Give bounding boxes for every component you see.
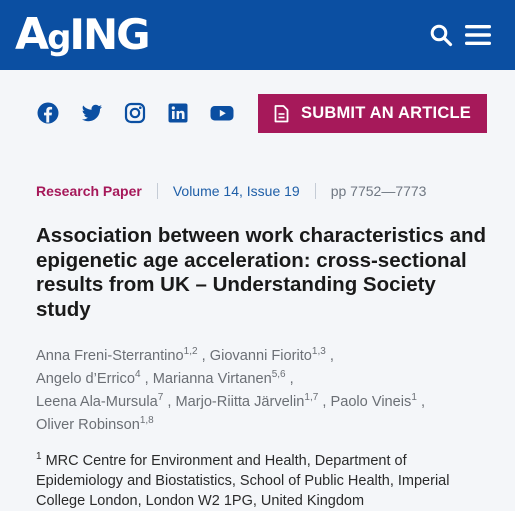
author-list: Anna Freni-Sterrantino$^{1,2}$ , Giovanni Fiorito$^{1,3}$ , Angelo d’Errico$^4$ , Marianna Virtanen$^{5,6}$ , Leena Ala-Mursula$^7$ , Marjo-Riitta Järvelin$^{1,7}$ , Paolo Vineis$^1$ , Oliver Robinson$^{1,8}$ (36, 346, 426, 433)
search-icon[interactable] (429, 23, 453, 47)
author-link[interactable]: Oliver Robinson$^{1,8}$ (36, 415, 154, 433)
meta-divider (315, 183, 316, 199)
menu-icon[interactable] (465, 24, 491, 46)
author-link[interactable]: Marianna Virtanen$^{5,6}$ (152, 369, 286, 387)
page-range: pp 7752—7773 (330, 183, 427, 199)
meta-divider (157, 183, 158, 199)
author-link[interactable]: Marjo-Riitta Järvelin$^{1,7}$ (175, 392, 319, 410)
author-link[interactable]: Leena Ala-Mursula$^7$ (36, 392, 164, 410)
article-type: Research Paper (36, 183, 142, 199)
volume-issue-link[interactable]: Volume 14, Issue 19 (172, 183, 300, 199)
document-icon (274, 105, 289, 123)
submit-article-button[interactable] (258, 94, 487, 133)
article-title: Association between work characteristics and epigenetic age acceleration: cross-sectional results from UK – Understanding Society study (36, 224, 487, 321)
instagram-icon[interactable] (123, 101, 147, 125)
submit-article-label: SUBMIT AN ARTICLE (301, 104, 471, 122)
author-link[interactable]: Giovanni Fiorito$^{1,3}$ (209, 346, 326, 364)
aging-logo[interactable]: AgING (15, 9, 149, 60)
author-link[interactable]: Anna Freni-Sterrantino$^{1,2}$ (36, 346, 198, 364)
youtube-icon[interactable] (209, 101, 235, 125)
facebook-icon[interactable] (36, 101, 60, 125)
linkedin-icon[interactable] (166, 101, 190, 125)
author-link[interactable]: Paolo Vineis$^1$ (330, 392, 417, 410)
affiliation-number: 1 (36, 451, 42, 462)
twitter-icon[interactable] (80, 101, 104, 125)
affiliation-text: MRC Centre for Environment and Health, Department of Epidemiology and Biostatistics, School of Public Health, Imperial College London, London W2 1PG, United Kingdom (36, 453, 450, 509)
affiliation (36, 451, 486, 511)
article-meta (36, 183, 426, 199)
author-link[interactable]: Angelo d’Errico$^4$ (36, 369, 141, 387)
site-header (0, 0, 515, 70)
